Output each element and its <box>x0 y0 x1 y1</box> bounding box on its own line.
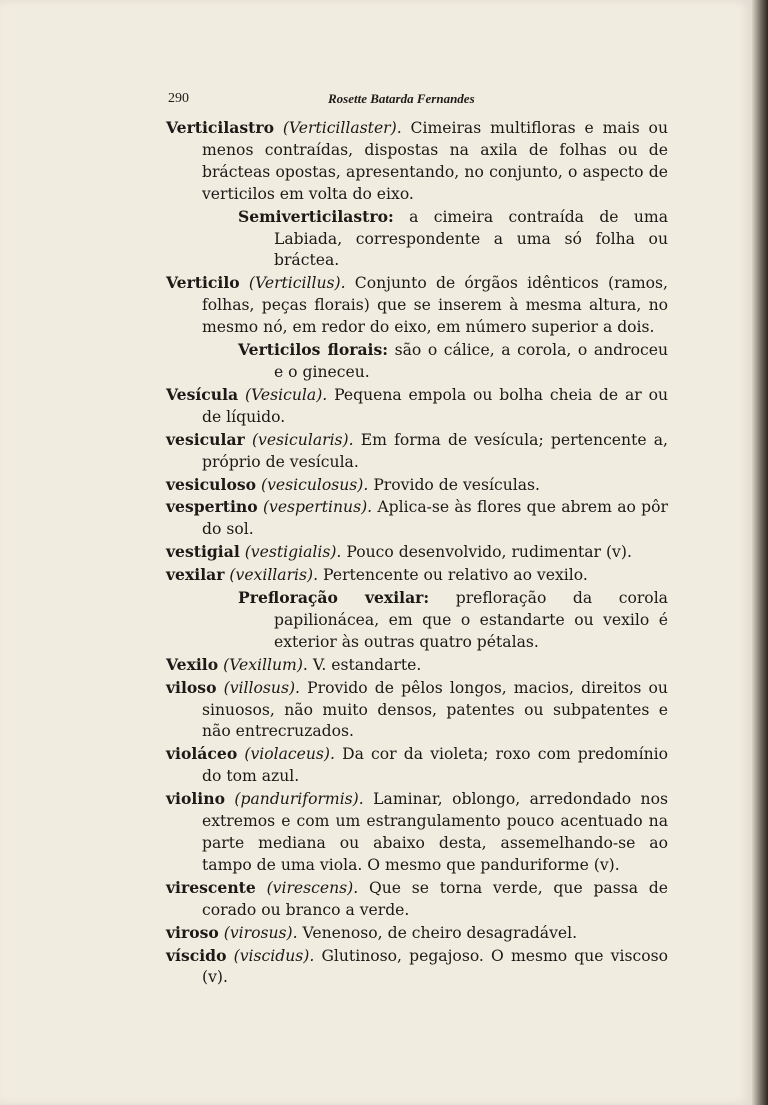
entry-term: Vesícula <box>166 384 239 404</box>
entry-definition: Provido de vesículas. <box>368 475 540 494</box>
glossary-entry <box>166 474 668 497</box>
entry-term: Semiverticilastro: <box>238 206 394 226</box>
entry-definition: a cimeira contraída de uma Labiada, correspondente a uma só folha ou bráctea. <box>274 207 668 270</box>
glossary-entry <box>166 877 668 922</box>
entry-term: Verticilo <box>166 273 240 293</box>
entry-latin: (vexillaris). <box>229 566 319 585</box>
entry-definition: Pertencente ou relativo ao vexilo. <box>318 566 588 585</box>
entry-latin: (Verticillaster). <box>282 119 402 137</box>
glossary-entry <box>166 654 668 677</box>
page-number: 290 <box>168 91 189 106</box>
entry-term: vestigial <box>166 542 240 562</box>
entry-definition: Glutinoso, pegajoso. O mesmo que viscoso (v). <box>202 946 668 987</box>
glossary-entry <box>166 117 668 206</box>
entry-latin: (vestigialis). <box>244 543 342 562</box>
glossary-body <box>166 117 668 989</box>
entry-term: Verticilos florais: <box>238 340 389 360</box>
entry-definition: Da cor da violeta; roxo com predomínio do tom azul. <box>202 745 668 786</box>
entry-definition: Cimeiras multifloras e mais ou menos contraídas, dispostas na axila de folhas ou de brácteas opostas, apresentando, no conjunto, o aspecto de verticilos em volta do eixo. <box>202 119 668 203</box>
glossary-subentry <box>238 339 668 384</box>
entry-definition: Em forma de vesícula; pertencente a, próprio de vesícula. <box>202 430 668 471</box>
glossary-entry <box>166 788 668 877</box>
entry-latin: (vesicularis). <box>251 430 354 449</box>
entry-term: violino <box>166 789 225 809</box>
entry-term: vesiculoso <box>166 474 257 494</box>
entry-definition: Laminar, oblongo, arredondado nos extremos e com um estrangulamento pouco acentuado na parte mediana ou abaixo desta, assemelhando-se ao tampo de uma viola. O mesmo que panduriforme (v). <box>202 790 668 874</box>
entry-latin: (panduriformis). <box>234 790 364 809</box>
entry-definition: V. estandarte. <box>307 655 422 674</box>
entry-definition: Provido de pêlos longos, macios, direitos ou sinuosos, não muito densos, patentes ou subpatentes e não entrecruzados. <box>202 678 668 741</box>
glossary-entry <box>166 945 668 990</box>
entry-latin: (vesiculosus). <box>261 475 369 494</box>
entry-term: vexilar <box>166 565 225 585</box>
entry-latin: (villosus). <box>223 678 300 697</box>
entry-definition: Pequena empola ou bolha cheia de ar ou de líquido. <box>202 385 668 426</box>
entry-term: Prefloração vexilar: <box>238 588 430 608</box>
entry-latin: (virosus). <box>223 923 298 942</box>
glossary-subentry <box>238 206 668 273</box>
entry-definition: Que se torna verde, que passa de corado ou branco a verde. <box>202 878 668 919</box>
glossary-entry <box>166 564 668 587</box>
entry-term: viroso <box>166 922 219 942</box>
entry-term: vesicular <box>166 429 245 449</box>
entry-term: vespertino <box>166 497 258 517</box>
entry-latin: (Verticillus). <box>248 274 346 293</box>
running-title: Rosette Batarda Fernandes <box>328 91 475 106</box>
entry-term: virescente <box>166 877 256 897</box>
entry-term: Vexilo <box>166 654 219 674</box>
glossary-subentry <box>238 587 668 654</box>
entry-definition: são o cálice, a corola, o androceu e o gineceu. <box>274 341 668 381</box>
page-edge <box>752 0 768 1105</box>
entry-latin: (vespertinus). <box>262 498 373 517</box>
entry-definition: Aplica-se às flores que abrem ao pôr do sol. <box>202 498 668 539</box>
entry-term: violáceo <box>166 744 238 764</box>
entry-latin: (Vesicula). <box>245 385 328 404</box>
entry-term: viloso <box>166 677 217 697</box>
entry-term: víscido <box>166 945 227 965</box>
entry-definition: Venenoso, de cheiro desagradável. <box>297 923 578 942</box>
glossary-entry <box>166 429 668 474</box>
entry-term: Verticilastro <box>166 118 274 137</box>
glossary-entry <box>166 272 668 339</box>
glossary-entry <box>166 541 668 564</box>
entry-definition: prefloração da corola papilionácea, em que o estandarte ou vexilo é exterior às outras quatro pétalas. <box>274 589 668 651</box>
glossary-entry <box>166 496 668 541</box>
page-header <box>168 91 668 111</box>
glossary-entry <box>166 743 668 788</box>
entry-latin: (viscidus). <box>233 946 315 965</box>
entry-latin: (violaceus). <box>244 745 335 764</box>
glossary-entry <box>166 922 668 945</box>
entry-latin: (virescens). <box>266 878 359 897</box>
entry-definition: Pouco desenvolvido, rudimentar (v). <box>341 543 632 562</box>
glossary-entry <box>166 677 668 744</box>
entry-latin: (Vexillum). <box>223 655 308 674</box>
entry-definition: Conjunto de órgãos idênticos (ramos, folhas, peças florais) que se inserem à mesma altura, no mesmo nó, em redor do eixo, em número superior a dois. <box>202 274 668 337</box>
glossary-entry <box>166 384 668 429</box>
